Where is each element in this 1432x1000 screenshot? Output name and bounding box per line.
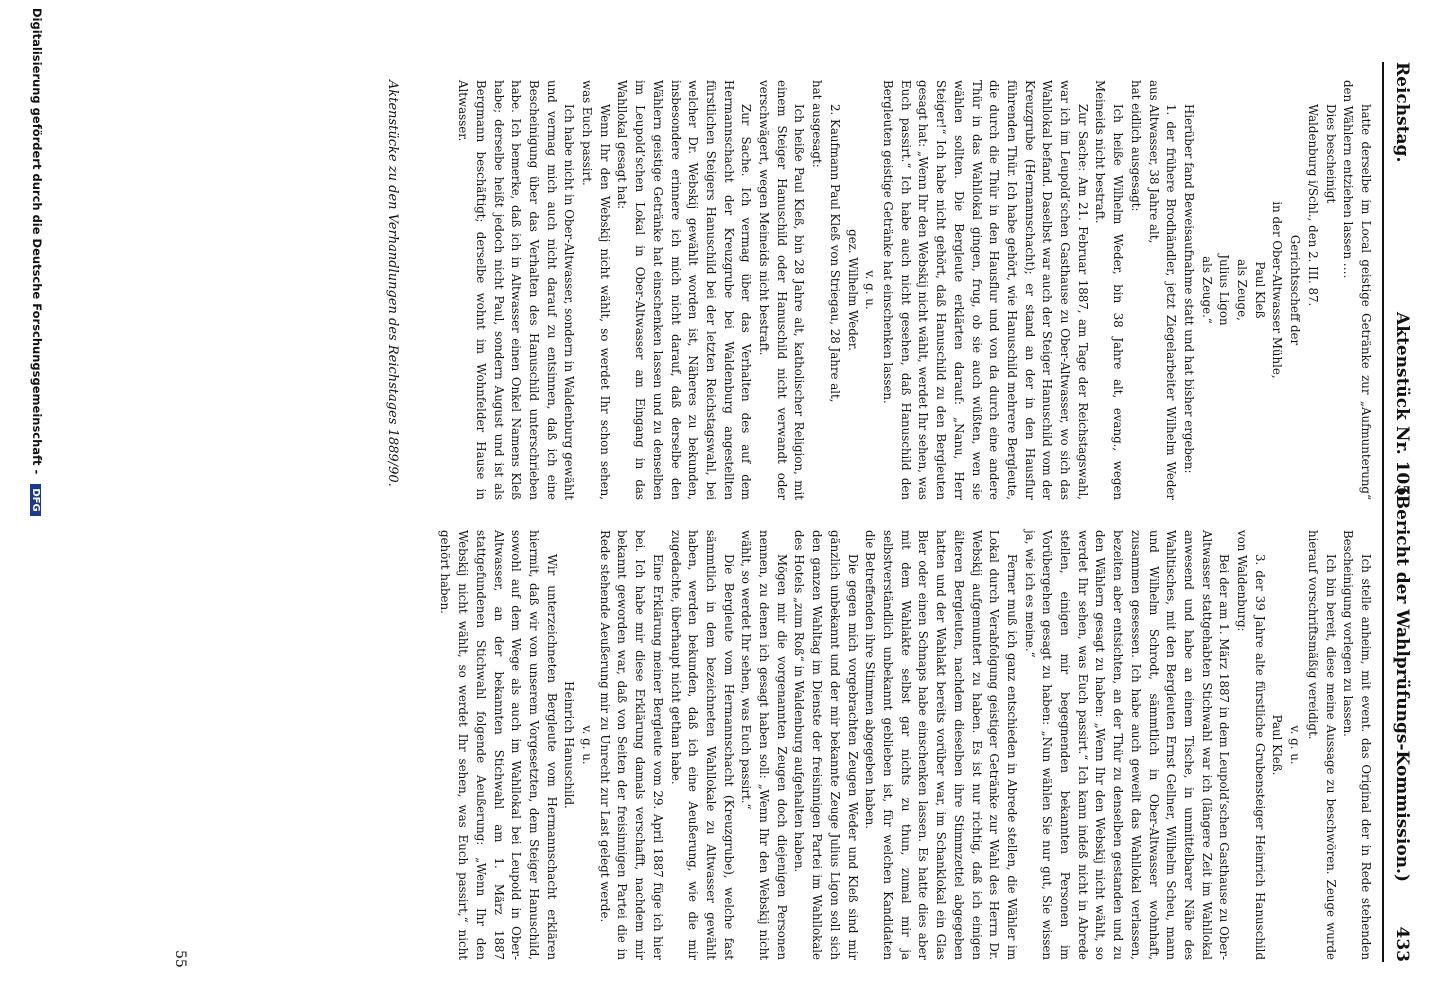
paragraph: Mögen mir die vorgenannten Zeugen doch diejenigen Personen nennen, zu denen ich gesagt haben soll: „Wenn Ihr den Webskij nicht wählt, so werdet Ihr sehen, was Euch passirt.“ [739,530,789,960]
paragraph: Hierüber fand Beweisaufnahme statt und hat bisher ergeben: [1181,104,1196,474]
paragraph: hatte derselbe im Local geistige Getränke zur „Aufmunterung“ den Wählern entziehen lassen …. [1341,80,1373,500]
paragraph: 2. Kaufmann Paul Kleß von Striegau, 28 Jahre alt, [827,104,842,403]
paragraph: 3. der 39 Jahre alte fürstliche Grubensteiger Heinrich Hanuschild von Waldenburg: [1235,530,1267,960]
attestation: v. g. u. [863,270,878,310]
signature-line: als Zeuge, [1235,259,1250,321]
header-rule [1382,62,1384,962]
paragraph: 1. der frühere Brodhändler, jetzt Ziegelarbeiter Wilhelm Weder aus Altwasser, 38 Jahre alt, [1146,80,1179,500]
paragraph: Zur Sache: Am 21. Februar 1887, am Tage der Reichstagswahl, war ich im Leupold’schen Gasthause zu Ober-Altwasser, wo sich das Wahllokal befand. Daselbst war auch der Steiger Hanuschild vom der Kreuzgrube (Hermannschacht); er stand an der in den Hausflur führenden Thür. Ich habe gehört, wie Hanuschild mehrere Bergleute, die durch die Thür in den Hausflur und von da durch eine andere Thür in das Wahllokal gingen, frug, ob sie auch wüßten, wen sie wählen sollten. Die Bergleute erklärten darauf: „Nanu, Herr Steiger!“ Ich habe nicht gehört, daß Hanuschild zu den Bergleuten gesagt hat: „Wenn Ihr den Webskij nicht wählt, werdet Ihr sehen, was Euch passirt.“ Ich habe auch nicht gesehen, daß Hanuschild den Bergleuten geistige Getränke hat einschenken lassen. [881,80,1090,500]
footer-page-number: 55 [172,950,188,968]
paragraph: Wir unterzeichneten Bergleute vom Hermannschacht erklären hiermit, daß wir von unserem Vorgesetzten, dem Steiger Hanuschild, sowohl auf dem Wege als auch im Wahllokal bei Leupold in Ober-Altwasser, an der bekannten Stichwahl am 1. März 1887 stattgefundenen Stichwahl folgende Aeußerung: „Wenn Ihr den Webskij nicht wählt, so werdet Ihr sehen, was Euch passirt,“ nicht gehört haben. [438,530,559,960]
digitization-note [30,8,44,516]
paragraph: Waldenburg i/Schl., den 2. III. 87. [1305,104,1320,307]
signature-line: in der Ober-Altwasser Mühle, [1270,201,1285,379]
signature: Heinrich Hanuschild. [562,681,577,809]
signature-line: als Zeuge.“ [1199,256,1214,324]
header-document-number: Aktenstück Nr. 105. [1392,312,1412,503]
dfg-logo: DFG [30,484,41,515]
signature: gez. Wilhelm Weder. [845,229,860,351]
header-page-number: 433 [1392,926,1412,962]
paragraph: Die gegen mich vorgebrachten Zeugen Weder und Kleß sind mir gänzlich unbekannt und der mir bekannte Zeuge Julius Ligon soll sich den ganzen Wahltag im Dienste der freisinnigen Partei im Wahllokale des Hotels „zum Roß“ in Waldenburg aufgehalten haben. [792,530,860,960]
signature-line: Gerichtsscheff der [1288,234,1303,346]
paragraph: Bei der am 1. März 1887 in dem Leupold’schen Gasthause zu Ober-Altwasser stattgehabten Stichwahl war ich (längere Zeit im Wahllokal anwesend und habe an einem Tische, in unmittelbarer Nähe des Wahltisches, mit den Bergleuten Ernst Gellner, Wilhelm Scheu, mann und Wilhelm Schrodt, sämmtlich in Ober-Altwasser wohnhaft, zusammen gesessen. Ich habe auch geweilt das Wahllokal verlassen, bezeiten aber entsichten, an der Thür zu denselben gestanden und zu den Wählern gesagt zu haben: „Wenn Ihr den Webskij nicht wählt, so werdet Ihr sehen, was Euch passirt.“ Ich kann indeß nicht in Abrede stellen, einigen mir begegnenden bekannten Personen im Vorübergehen gesagt zu haben: „Nun wählen Sie nur gut, Sie wissen ja, wie ich es meine.“ [1022,530,1232,960]
paragraph: Wenn Ihr den Webskij nicht wählt, so werdet Ihr schon sehen, was Euch passirt. [580,80,612,500]
left-column [453,80,1374,500]
running-header [1386,62,1420,962]
attestation: v. g. u. [580,725,595,765]
paragraph: Ich heiße Paul Kleß, bin 28 Jahre alt, katholischer Religion, mit einem Steiger Hanuschild oder Hanuschild nicht verwandt oder verschwägert, wegen Meineids nicht bestraft. [757,80,807,500]
paragraph: hat eidlich ausgesagt: [1128,80,1143,212]
paragraph: Ich stelle anheim, mit event. das Original der in Rede stehenden Bescheinigung vorlegen zu lassen. [1341,530,1373,960]
paragraph: Eine Erklärung meiner Bergleute vom 29. April 1887 füge ich hier bei. Ich habe mir diese Erklärung damals verschafft, nachdem mir bekannt geworden war, daß von Seiten der freisinnigen Partei die in Rede stehende Aeußerung mir zu Unrecht zur Last gelegt werde. [597,530,665,960]
header-commission: (Bericht der Wahlprüfungs-Kommission.) [1392,486,1412,882]
right-column [436,530,1374,960]
paragraph: Ferner muß ich ganz entschieden in Abrede stellen, die Wähler im Lokal durch Verabfolgung geistiger Getränke zur Wahl des Herrn Dr. Webskij aufgemuntert zu haben. Es ist nur richtig, daß ich einigen älteren Bergleuten, nachdem dieselben ihre Stimmzettel abgegeben hatten und der Wahlakt bereits vorüber war, im Schanklokal ein Glas Bier oder einen Schnaps habe einschenken lassen. Es hatte dies aber mit dem Wahlakte selbst gar nichts zu thun, zumal mir ja selbstverständlich unbekannt geblieben ist, für welchen Kandidaten die Betreffenden ihre Stimmen abgegeben haben. [863,530,1019,960]
digitization-text: Digitalisierung gefördert durch die Deutsche Forschungsgemeinschaft - [30,8,44,475]
paragraph: Ich habe nicht in Ober-Altwasser, sondern in Waldenburg gewählt und vermag mich auch nicht darauf zu entsinnen, daß ich eine Bescheinigung über das Verhalten des Hanuschild unterschrieben habe. Ich bemerke, daß ich in Altwasser einen Onkel Namens Kleß habe; derselbe heißt jedoch nicht Paul, sondern August und ist als Bergmann beschäftigt; derselbe wohnt im Wohnfelder Hause in Altwasser. [456,80,577,500]
paragraph: hat ausgesagt: [810,80,825,168]
signature: Paul Kleß. [1270,714,1285,776]
signature-line: Julius Ligon [1217,254,1232,326]
signature-line: Paul Kleß [1252,261,1267,319]
paragraph: Ich heiße Wilhelm Weder, bin 38 Jahre alt, evang., wegen Meineids nicht bestraft. [1093,80,1126,500]
footer-citation: Aktenstücke zu den Verhandlungen des Reichstages 1889/90. [385,80,400,487]
paragraph: Die Bergleute vom Hermannschacht (Kreuzgrube), welche fast sämmtlich in dem bezeichneten Wahllokale zu Altwasser gewählt haben, werden bekunden, daß ich eine Aeußerung, wie die mir zugedachte, überhaupt nicht gethan habe. [668,530,736,960]
attestation: v. g. u. [1288,725,1303,765]
paragraph: Ich bin bereit, diese meine Aussage zu beschwören. Zeuge wurde hierauf vorschriftsmäßig vereidigt. [1305,530,1338,960]
header-left: Reichstag. [1392,62,1412,163]
paragraph: Dies bescheinigt [1323,104,1338,204]
paragraph: Zur Sache. Ich vermag über das Verhalten des auf dem Hermannschacht der Kreuzgrube bei Waldenburg angestellten fürstlichen Steigers Hanuschild bei der letzten Reichstagswahl, bei welcher Dr. Webskij gewählt worden ist, Näheres zu bekunden, insbesondere erinnere ich mich nicht darauf, daß derselbe den Wählern geistige Getränke hat einschenken lassen und zu denselben im Leupold’schen Lokal in Ober-Altwasser am Eingang in das Wahllokal gesagt hat: [615,80,754,500]
